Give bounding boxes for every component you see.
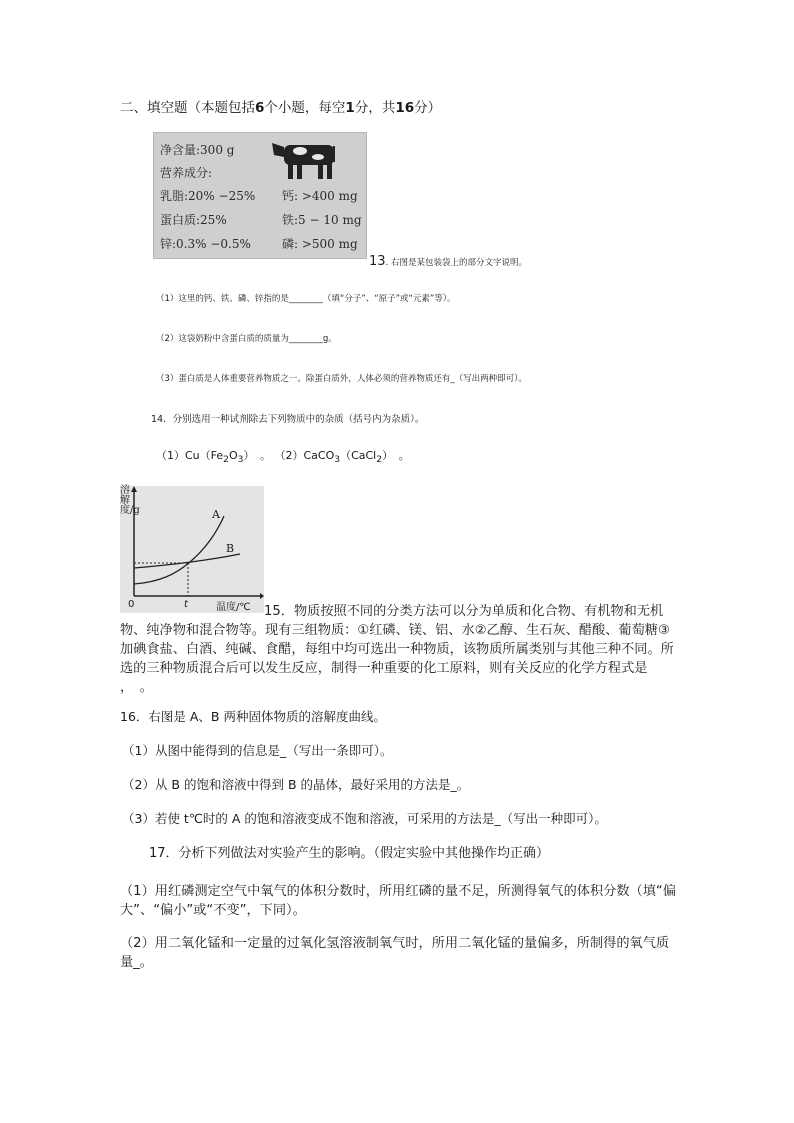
label-phosphorus: 磷: >500 mg bbox=[282, 237, 358, 251]
graph-origin: 0 bbox=[128, 599, 135, 610]
q15-text: 15．物质按照不同的分类方法可以分为单质和化合物、有机物和无机物、纯净物和混合物等。现有三组物质：①红磷、镁、铝、水②乙醇、生石灰、醋酸、葡萄糖③加碘食盐、白酒、纯碱、食醋，每组中均可选出一种物质，该物质所属类别与其他三种不同。所选的三种物质混合后可以发生反应，制得一种重要的化工原料，则有关反应的化学方程式是 ， 。 bbox=[120, 604, 674, 695]
curve-a bbox=[134, 516, 224, 584]
q13-part1: （1）这里的钙、铁、磷、锌指的是________（填“分子”、“原子”或“元素”等）。 bbox=[156, 294, 456, 304]
label-calcium: 钙: >400 mg bbox=[282, 189, 358, 203]
section-title: 二、填空题（本题包括6个小题，每空1分，共16分） bbox=[120, 100, 442, 116]
graph-xlabel: 温度/℃ bbox=[216, 602, 251, 613]
q16-part2: （2）从 B 的饱和溶液中得到 B 的晶体，最好采用的方法是_。 bbox=[122, 777, 470, 792]
label-zinc: 锌:0.3% −0.5% bbox=[160, 237, 251, 251]
curve-b-label: B bbox=[226, 542, 235, 555]
q16-title: 16．右图是 A、B 两种固体物质的溶解度曲线。 bbox=[120, 709, 386, 724]
label-nutrition: 营养成分: bbox=[160, 166, 213, 180]
q17-part2: （2）用二氧化锰和一定量的过氧化氢溶液制氧气时，所用二氧化锰的量偏多，所制得的氧气质量_。 bbox=[120, 936, 670, 970]
label-protein: 蛋白质:25% bbox=[160, 213, 227, 227]
graph-t-label: t bbox=[184, 599, 188, 610]
q16-part3: （3）若使 t℃时的 A 的饱和溶液变成不饱和溶液，可采用的方法是_（写出一种即可）。 bbox=[122, 811, 607, 826]
graph-ylabel: 溶解度/g bbox=[120, 485, 140, 516]
curve-b bbox=[134, 554, 240, 568]
milk-label-image bbox=[153, 132, 367, 259]
q17-part1: （1）用红磷测定空气中氧气的体积分数时，所用红磷的量不足，所测得氧气的体积分数（填“偏大”、“偏小”或“不变”，下同）。 bbox=[120, 884, 676, 918]
q17-title: 17．分析下列做法对实验产生的影响。（假定实验中其他操作均正确） bbox=[149, 846, 550, 861]
q14-title: 14．分别选用一种试剂除去下列物质中的杂质（括号内为杂质）。 bbox=[151, 414, 425, 425]
q13-intro: 13. 右图是某包装袋上的部分文字说明。 bbox=[369, 254, 527, 269]
cow-icon bbox=[270, 137, 348, 181]
q16-part1: （1）从图中能得到的信息是_（写出一条即可）。 bbox=[122, 743, 393, 758]
label-iron: 铁:5 − 10 mg bbox=[282, 213, 362, 227]
label-fat: 乳脂:20% −25% bbox=[160, 189, 256, 203]
solubility-graph bbox=[120, 486, 264, 613]
q14-items: $(1)Cu(Fe_2O_3)$ 。 （2）CaCO$_3$（CaCl$_2$） 。 bbox=[156, 449, 410, 466]
curve-a-label: A bbox=[212, 508, 220, 521]
solubility-graph-svg bbox=[120, 486, 264, 613]
label-net: 净含量:300 g bbox=[160, 143, 235, 157]
q13-part3: （3）蛋白质是人体重要营养物质之一。除蛋白质外，人体必须的营养物质还有_（写出两种即可）。 bbox=[156, 374, 527, 384]
q13-part2: （2）这袋奶粉中含蛋白质的质量为________g。 bbox=[156, 334, 337, 344]
x-axis-arrow bbox=[260, 593, 264, 599]
